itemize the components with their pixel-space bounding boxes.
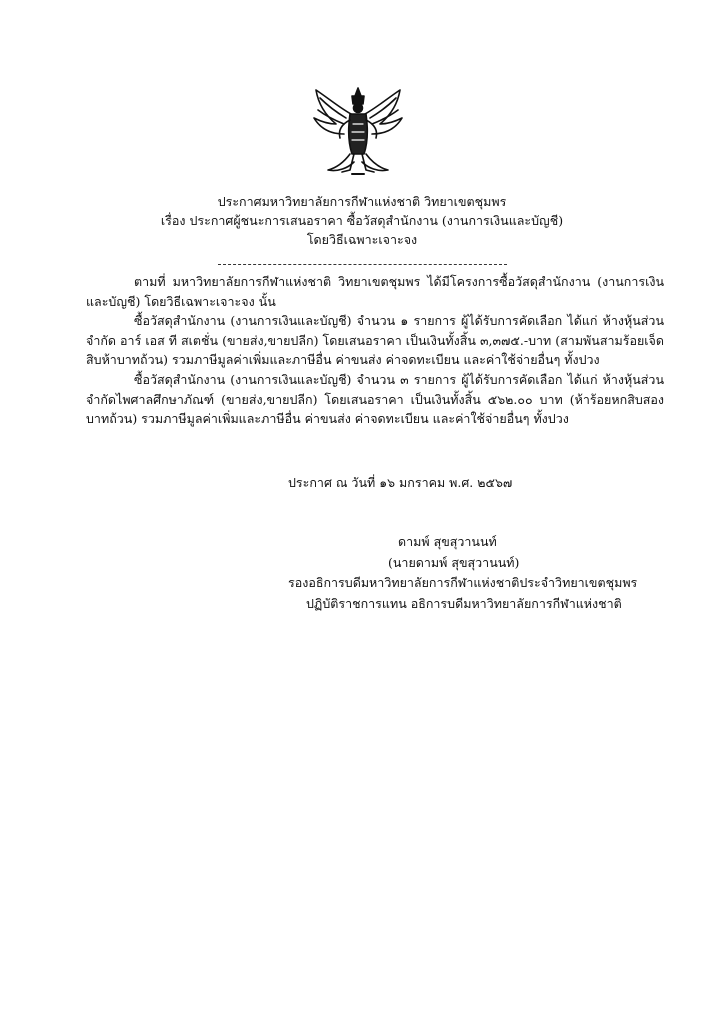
paragraph-award-1: ซื้อวัสดุสำนักงาน (งานการเงินและบัญชี) จำนวน ๑ รายการ ผู้ได้รับการคัดเลือก ได้แก่ ห้างหุ้นส่วนจำกัด อาร์ เอส ที สเตชั่น (ขายส่ง,ขายปลีก) โดยเสนอราคา เป็นเงินทั้งสิ้น ๓,๓๗๕.-บาท (สามพันสามร้อยเจ็ดสิบห้าบาทถ้วน) รวมภาษีมูลค่าเพิ่มและภาษีอื่น ค่าขนส่ง ค่าจดทะเบียน และค่าใช้จ่ายอื่นๆ ทั้งปวง <box>86 313 664 368</box>
signer-position: รองอธิการบดีมหาวิทยาลัยการกีฬาแห่งชาติประจำวิทยาเขตชุมพร <box>288 575 638 590</box>
document-header <box>0 192 724 249</box>
signer-full-name: (นายดามพ์ สุขสุวานนท์) <box>388 554 520 570</box>
paragraph-award-2: ซื้อวัสดุสำนักงาน (งานการเงินและบัญชี) จำนวน ๓ รายการ ผู้ได้รับการคัดเลือก ได้แก่ ห้างหุ้นส่วนจำกัดไพศาลศึกษาภัณฑ์ (ขายส่ง,ขายปลีก) โดยเสนอราคา เป็นเงินทั้งสิ้น ๕๖๒.๐๐ บาท (ห้าร้อยหกสิบสองบาทถ้วน) รวมภาษีมูลค่าเพิ่มและภาษีอื่น ค่าขนส่ง ค่าจดทะเบียน และค่าใช้จ่ายอื่นๆ ทั้งปวง <box>86 371 664 427</box>
header-title: ประกาศมหาวิทยาลัยการกีฬาแห่งชาติ วิทยาเขตชุมพร <box>217 194 507 209</box>
signer-acting-for: ปฏิบัติราชการแทน อธิการบดีมหาวิทยาลัยการกีฬาแห่งชาติ <box>306 595 622 611</box>
header-separator <box>218 264 507 265</box>
document-body <box>86 272 664 429</box>
paragraph-intro: ตามที่ มหาวิทยาลัยการกีฬาแห่งชาติ วิทยาเขตชุมพร ได้มีโครงการซื้อวัสดุสำนักงาน (งานการเงินและบัญชี) โดยวิธีเฉพาะเจาะจง นั้น <box>86 274 664 309</box>
signature-block <box>270 532 670 614</box>
announcement-date: ประกาศ ณ วันที่ ๑๖ มกราคม พ.ศ. ๒๕๖๗ <box>288 475 513 490</box>
header-subject: เรื่อง ประกาศผู้ชนะการเสนอราคา ซื้อวัสดุสำนักงาน (งานการเงินและบัญชี) <box>160 213 564 228</box>
signed-name: ดามพ์ สุขสุวานนท์ <box>398 534 497 549</box>
header-method: โดยวิธีเฉพาะเจาะจง <box>306 232 418 247</box>
garuda-emblem-icon <box>306 84 410 180</box>
